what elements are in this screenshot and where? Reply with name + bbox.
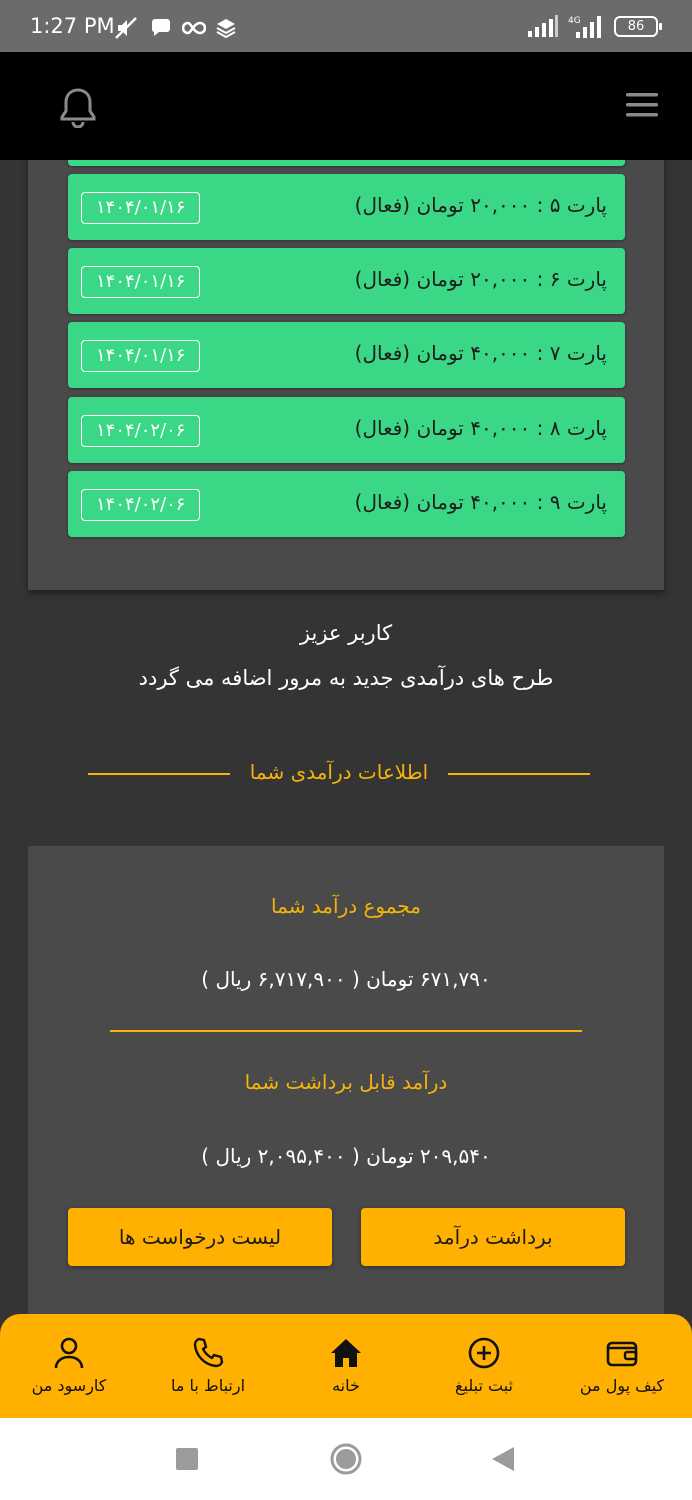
part-label: پارت ۸ : ۴۰,۰۰۰ تومان (فعال) [354, 416, 607, 440]
part-row [68, 174, 625, 240]
home-circle-icon[interactable] [329, 1442, 363, 1476]
nav-label: کارسود من [31, 1376, 107, 1395]
back-icon[interactable] [492, 1447, 514, 1471]
part-label: پارت ۷ : ۴۰,۰۰۰ تومان (فعال) [354, 341, 607, 365]
bell-icon[interactable] [58, 86, 98, 128]
part-date: ۱۴۰۴/۰۲/۰۶ [81, 415, 200, 447]
home-icon [329, 1336, 363, 1370]
wallet-icon [605, 1336, 639, 1370]
income-panel [28, 846, 664, 1316]
hamburger-menu-icon[interactable] [626, 92, 658, 118]
income-section-header [88, 760, 590, 788]
nav-profile[interactable] [0, 1336, 138, 1395]
nav-home[interactable] [277, 1336, 415, 1395]
chat-icon [150, 18, 172, 38]
status-notification-icons [114, 16, 236, 40]
plus-circle-icon [467, 1336, 501, 1370]
part-date: ۱۴۰۴/۰۱/۱۶ [81, 192, 200, 224]
income-divider [110, 1030, 582, 1032]
notice-message: طرح های درآمدی جدید به مرور اضافه می گردد [138, 666, 554, 690]
part-label: پارت ۵ : ۲۰,۰۰۰ تومان (فعال) [354, 193, 607, 217]
status-time: 1:27 PM [30, 14, 115, 38]
recent-apps-icon[interactable] [176, 1448, 198, 1470]
income-section-title: اطلاعات درآمدی شما [249, 760, 429, 784]
user-icon [52, 1336, 86, 1370]
total-income-title: مجموع درآمد شما [271, 894, 421, 918]
withdrawable-income-value: ۲۰۹,۵۴۰ تومان ( ۲,۰۹۵,۴۰۰ ریال ) [201, 1144, 491, 1168]
app-header [0, 52, 692, 160]
part-date: ۱۴۰۴/۰۱/۱۶ [81, 266, 200, 298]
phone-icon [191, 1336, 225, 1370]
withdraw-income-button[interactable]: برداشت درآمد [361, 1208, 625, 1266]
nav-label: کیف پول من [579, 1376, 665, 1395]
part-label: پارت ۶ : ۲۰,۰۰۰ تومان (فعال) [354, 267, 607, 291]
total-income-value: ۶۷۱,۷۹۰ تومان ( ۶,۷۱۷,۹۰۰ ریال ) [201, 967, 491, 991]
svg-text:4G: 4G [568, 16, 581, 26]
status-bar [0, 0, 692, 52]
notice-title: کاربر عزیز [299, 621, 393, 645]
layers-icon [216, 18, 236, 38]
status-system-icons [528, 14, 658, 38]
withdrawable-income-title: درآمد قابل برداشت شما [244, 1070, 448, 1094]
nav-add-ad[interactable] [415, 1336, 553, 1395]
nav-label: خانه [332, 1376, 360, 1395]
nav-wallet[interactable] [553, 1336, 691, 1395]
part-date: ۱۴۰۴/۰۲/۰۶ [81, 489, 200, 521]
signal-icon [528, 15, 558, 37]
mute-icon [114, 16, 140, 40]
nav-label: ارتباط با ما [170, 1376, 246, 1395]
nav-label: ثبت تبلیغ [455, 1376, 513, 1395]
infinity-icon [182, 21, 206, 35]
part-row [68, 322, 625, 388]
part-row [68, 248, 625, 314]
request-list-button[interactable]: لیست درخواست ها [68, 1208, 332, 1266]
signal-4g-icon [566, 14, 606, 38]
parts-panel [28, 120, 664, 590]
system-navigation-bar [0, 1418, 692, 1500]
battery-icon: 86 [614, 16, 658, 37]
part-label: پارت ۹ : ۴۰,۰۰۰ تومان (فعال) [354, 490, 607, 514]
part-date: ۱۴۰۴/۰۱/۱۶ [81, 340, 200, 372]
bottom-navigation [0, 1314, 692, 1418]
part-row [68, 471, 625, 537]
part-row [68, 397, 625, 463]
nav-contact[interactable] [139, 1336, 277, 1395]
